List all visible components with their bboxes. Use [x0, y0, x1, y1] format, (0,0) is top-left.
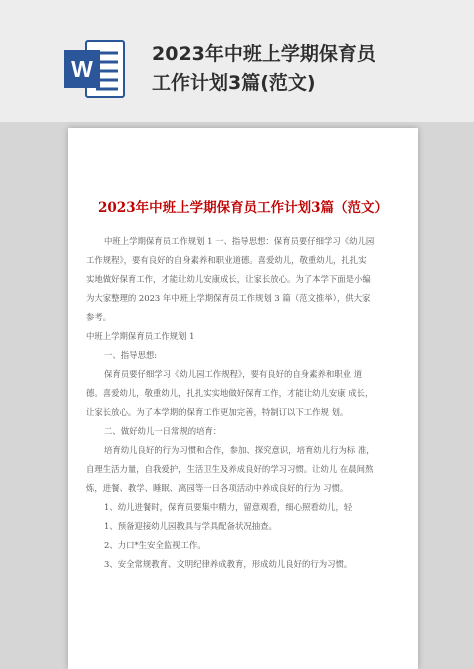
- paragraph-line: 自理生活力量，自我爱护，生活卫生及养成良好的学习习惯。让幼儿 在晨间熬: [86, 464, 374, 474]
- paragraph-line: 参考。: [86, 312, 112, 322]
- document-body: [86, 232, 402, 574]
- word-letter: W: [71, 56, 93, 82]
- list-item: 2、力口*生安全监视工作。: [104, 540, 206, 550]
- page-heading: 2023年中班上学期保育员工作计划3篇（范文）: [98, 200, 388, 216]
- section-title: 中班上学期保育员工作规划 1: [86, 331, 195, 341]
- document-page: [68, 128, 418, 669]
- paragraph-line: 让家长放心。为了本学期的保育工作更加完善，特制订以下工作规 划。: [86, 407, 349, 417]
- paragraph-line: 实地做好保育工作，才能让幼儿安康成长，让家长放心。为了本学下面是小编: [86, 274, 371, 284]
- paragraph-line: 工作规程》，要有良好的自身素养和职业道德。喜爱幼儿，敬重幼儿，扎扎实: [86, 255, 367, 265]
- paragraph-line: 炼，进餐、教学、睡眠、离园等一日各项活动中养成良好的行为 习惯。: [86, 483, 349, 493]
- paragraph-line: 德。喜爱幼儿，敬重幼儿，扎扎实实地做好保育工作，才能让幼儿安康 成长，: [86, 388, 374, 398]
- list-item: 1、预备迎接幼儿园教具与学具配备状况抽查。: [104, 521, 277, 531]
- title-line-2: 工作计划3篇(范文): [152, 72, 316, 94]
- word-document-icon: [62, 38, 128, 100]
- document-header: [0, 0, 474, 122]
- list-item: 3、安全常规教育、文明纪律养成教育，形成幼儿良好的行为习惯。: [104, 559, 353, 569]
- paragraph-line: 为大家整理的 2023 年中班上学期保育员工作规划 3 篇（范文推举），供大家: [86, 293, 371, 303]
- title-line-1: 2023年中班上学期保育员: [152, 43, 376, 65]
- paragraph-line: 中班上学期保育员工作规划 1 一、指导思想：保育员要仔细学习《幼儿园: [104, 236, 375, 246]
- document-title: [152, 40, 452, 98]
- section-heading: 二、做好幼儿一日常规的培育：: [104, 426, 222, 436]
- paragraph-line: 培育幼儿良好的行为习惯和合作，参加、探究意识，培育幼儿行为标 准，: [104, 445, 375, 455]
- paragraph-line: 1、幼儿进餐时，保育员要集中精力，留意观看，细心照看幼儿，轻: [104, 502, 353, 512]
- section-heading: 一、指导思想:: [104, 350, 158, 360]
- paragraph-line: 保育员要仔细学习《幼儿园工作规程》，要有良好的自身素养和职业 道: [104, 369, 363, 379]
